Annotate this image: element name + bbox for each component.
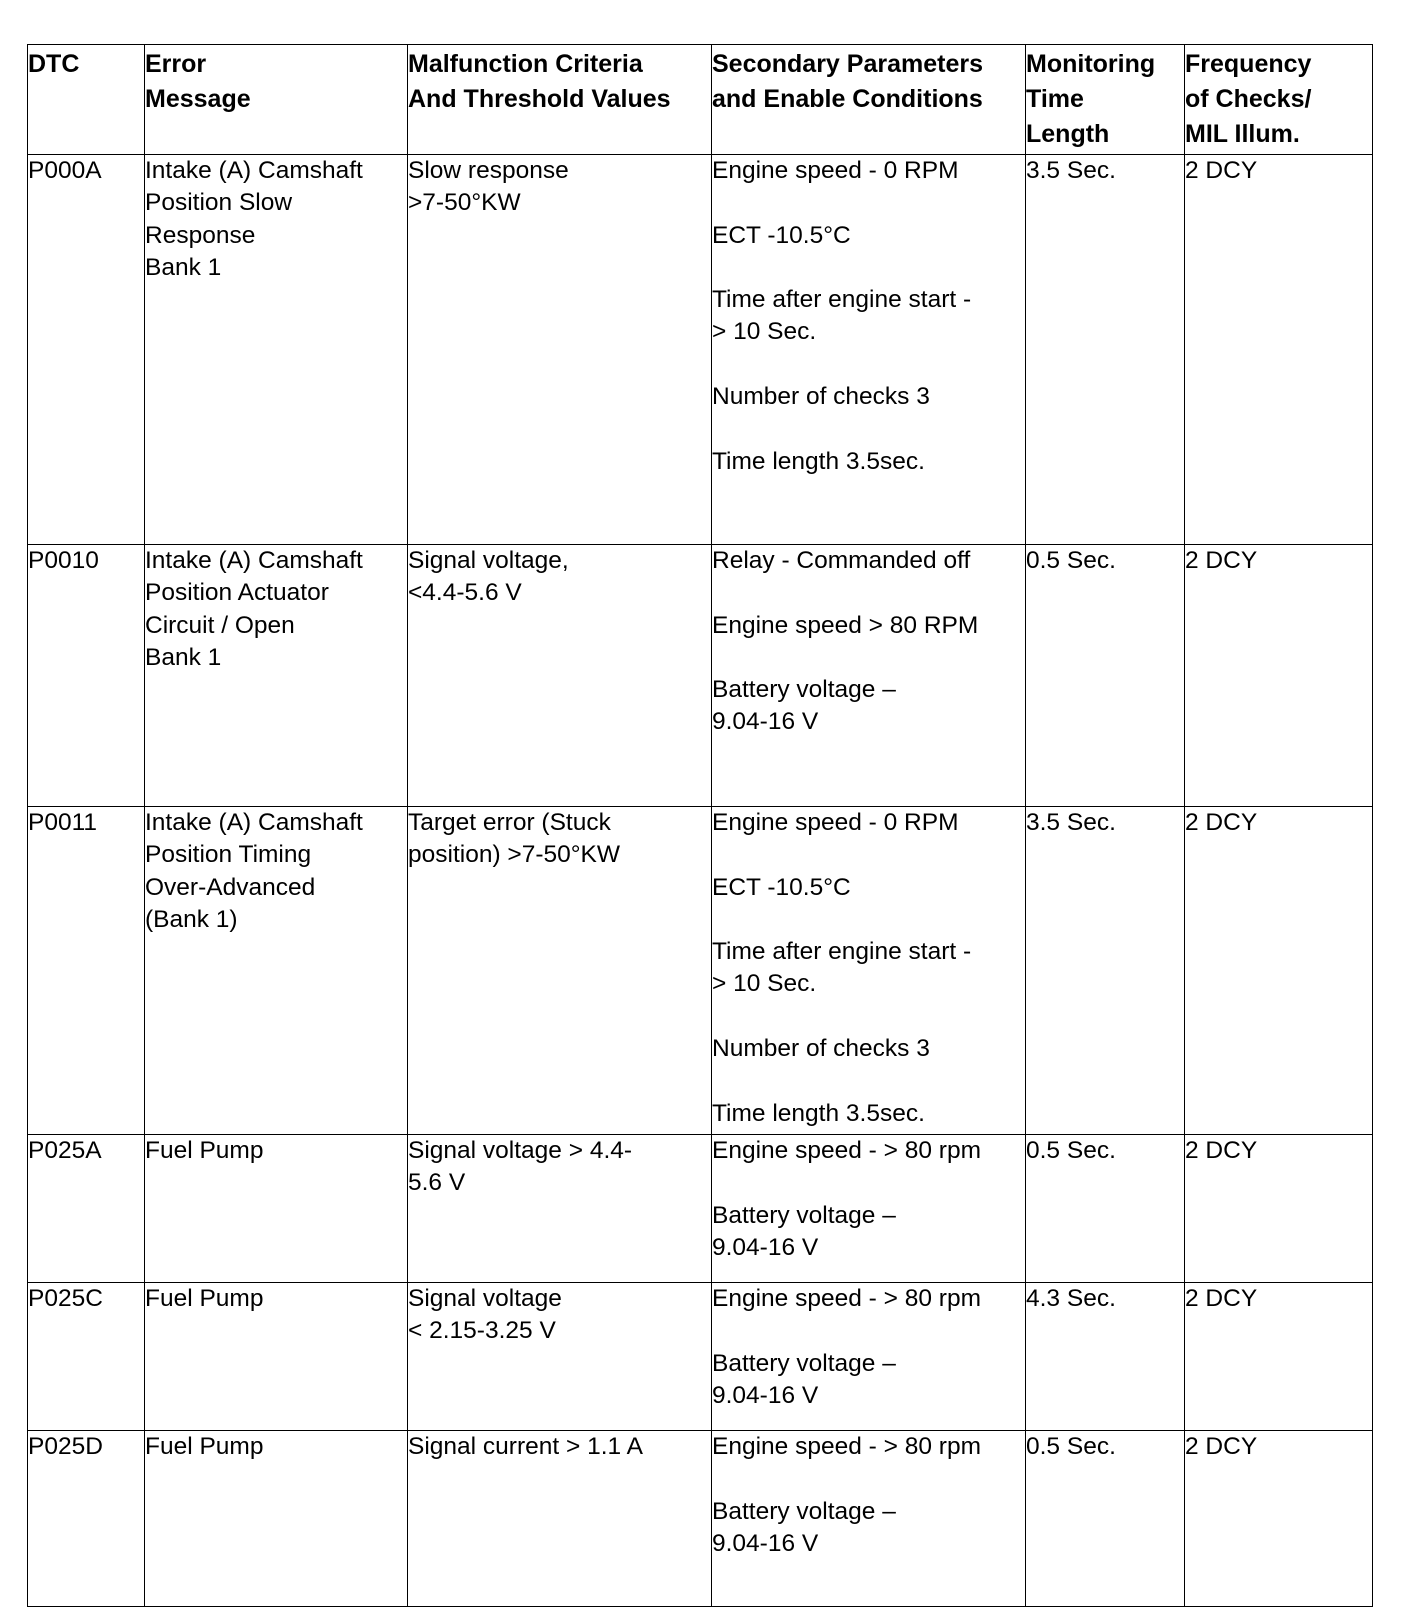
cell-malfunction: Signal current > 1.1 A: [408, 1431, 712, 1607]
cell-conditions: [712, 1431, 1026, 1607]
condition: Engine speed > 80 RPM: [712, 611, 979, 639]
cell-monitoring: 4.3 Sec.: [1026, 1283, 1185, 1431]
cell-frequency: 2 DCY: [1185, 155, 1373, 545]
header-monitoring-time: Monitoring Time Length: [1026, 45, 1185, 155]
header-row: [28, 45, 1373, 155]
cell-error-message: Intake (A) Camshaft Position Slow Response Bank 1: [145, 155, 408, 545]
condition: Time length 3.5sec.: [712, 1099, 925, 1127]
cell-dtc: P0011: [28, 807, 145, 1135]
header-secondary-parameters: Secondary Parameters and Enable Conditions: [712, 45, 1026, 155]
condition: ECT -10.5°C: [712, 873, 851, 901]
condition: Battery voltage – 9.04-16 V: [712, 1349, 896, 1409]
cell-malfunction: Signal voltage, <4.4-5.6 V: [408, 545, 712, 807]
table-row: [28, 1283, 1373, 1431]
cell-dtc: P025C: [28, 1283, 145, 1431]
cell-conditions: [712, 155, 1026, 545]
condition: Relay - Commanded off: [712, 547, 971, 574]
dtc-table: [27, 44, 1373, 1607]
cell-malfunction: Target error (Stuck position) >7-50°KW: [408, 807, 712, 1135]
cell-frequency: 2 DCY: [1185, 1431, 1373, 1607]
table-row: [28, 1135, 1373, 1283]
cell-frequency: 2 DCY: [1185, 807, 1373, 1135]
condition: Time after engine start - > 10 Sec.: [712, 938, 972, 998]
condition: Battery voltage – 9.04-16 V: [712, 1201, 896, 1261]
cell-monitoring: 3.5 Sec.: [1026, 155, 1185, 545]
cell-error-message: Fuel Pump: [145, 1431, 408, 1607]
cell-dtc: P0010: [28, 545, 145, 807]
condition: Engine speed - 0 RPM: [712, 809, 959, 836]
cell-dtc: P025D: [28, 1431, 145, 1607]
condition: Engine speed - > 80 rpm: [712, 1137, 981, 1164]
condition: Engine speed - > 80 rpm: [712, 1433, 981, 1460]
cell-monitoring: 3.5 Sec.: [1026, 807, 1185, 1135]
cell-error-message: Fuel Pump: [145, 1283, 408, 1431]
cell-dtc: P000A: [28, 155, 145, 545]
condition: Engine speed - 0 RPM: [712, 157, 959, 184]
cell-error-message: Fuel Pump: [145, 1135, 408, 1283]
condition: Time after engine start - > 10 Sec.: [712, 286, 972, 346]
header-frequency: Frequency of Checks/ MIL Illum.: [1185, 45, 1373, 155]
cell-monitoring: 0.5 Sec.: [1026, 1431, 1185, 1607]
cell-conditions: [712, 1283, 1026, 1431]
header-dtc: DTC: [28, 45, 145, 155]
header-error-message: Error Message: [145, 45, 408, 155]
cell-conditions: [712, 1135, 1026, 1283]
cell-malfunction: Signal voltage > 4.4- 5.6 V: [408, 1135, 712, 1283]
header-malfunction-criteria: Malfunction Criteria And Threshold Values: [408, 45, 712, 155]
cell-monitoring: 0.5 Sec.: [1026, 1135, 1185, 1283]
condition: ECT -10.5°C: [712, 221, 851, 249]
cell-error-message: Intake (A) Camshaft Position Actuator Circuit / Open Bank 1: [145, 545, 408, 807]
condition: Number of checks 3: [712, 1035, 930, 1063]
table-row: [28, 155, 1373, 545]
cell-frequency: 2 DCY: [1185, 1283, 1373, 1431]
cell-malfunction: Signal voltage < 2.15-3.25 V: [408, 1283, 712, 1431]
table-row: [28, 1431, 1373, 1607]
cell-error-message: Intake (A) Camshaft Position Timing Over-Advanced (Bank 1): [145, 807, 408, 1135]
condition: Battery voltage – 9.04-16 V: [712, 676, 896, 736]
cell-monitoring: 0.5 Sec.: [1026, 545, 1185, 807]
cell-conditions: [712, 545, 1026, 807]
cell-dtc: P025A: [28, 1135, 145, 1283]
cell-malfunction: Slow response >7-50°KW: [408, 155, 712, 545]
table-row: [28, 807, 1373, 1135]
cell-frequency: 2 DCY: [1185, 1135, 1373, 1283]
table-row: [28, 545, 1373, 807]
cell-conditions: [712, 807, 1026, 1135]
condition: Engine speed - > 80 rpm: [712, 1285, 981, 1312]
condition: Battery voltage – 9.04-16 V: [712, 1497, 896, 1557]
condition: Number of checks 3: [712, 383, 930, 411]
condition: Time length 3.5sec.: [712, 447, 925, 475]
cell-frequency: 2 DCY: [1185, 545, 1373, 807]
